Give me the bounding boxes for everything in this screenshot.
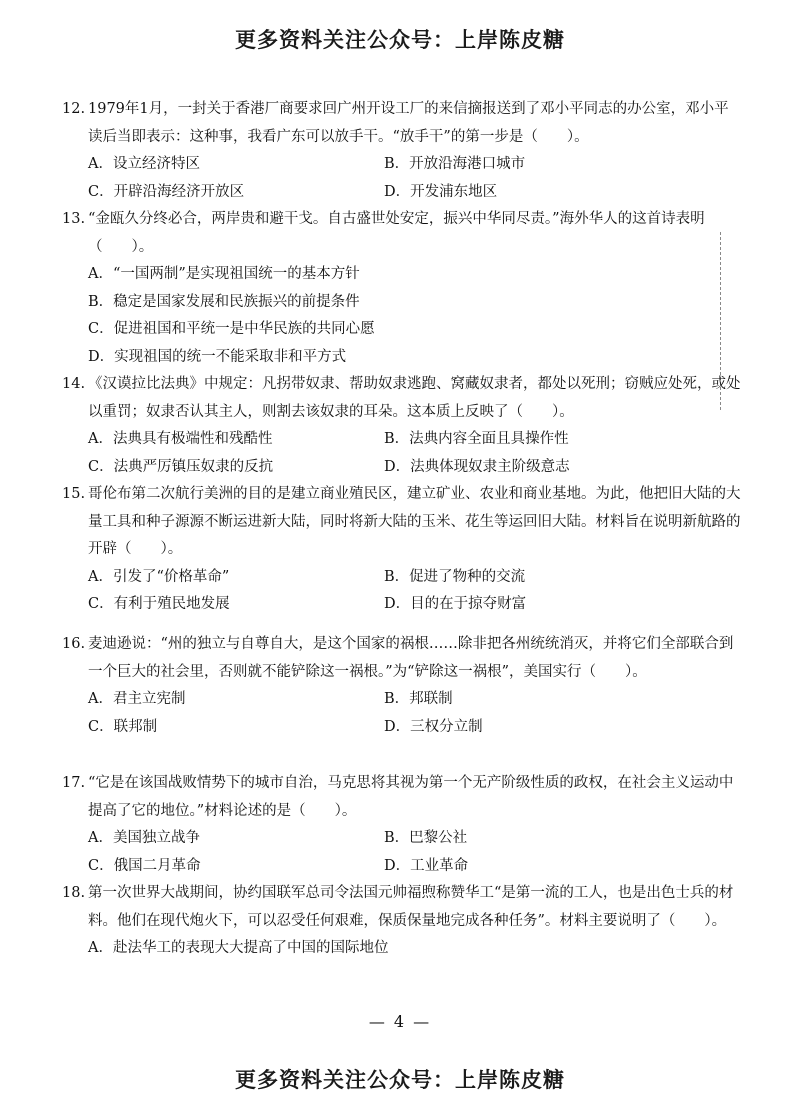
option-b[interactable]: B．法典内容全面且具操作性 <box>384 431 569 447</box>
question-number: 15. <box>62 486 86 502</box>
option-row <box>88 714 742 742</box>
option-a[interactable]: A．美国独立战争 <box>88 830 200 846</box>
option-row <box>88 853 742 881</box>
option-a[interactable]: A．法典具有极端性和残酷性 <box>88 431 273 447</box>
option-d[interactable]: D．开发浦东地区 <box>384 183 498 200</box>
option-row <box>88 426 742 454</box>
question-number: 14. <box>62 376 86 392</box>
option-a[interactable]: A．“一国两制”是实现祖国统一的基本方针 <box>88 266 360 282</box>
question-15 <box>62 481 742 619</box>
question-stem: 哥伦布第二次航行美洲的目的是建立商业殖民区，建立矿业、农业和商业基地。为此，他把旧大陆的大量工具和种子源源不断运进新大陆，同时将新大陆的玉米、花生等运回旧大陆。材料旨在说明新航路的开辟（ ）。 <box>88 486 741 557</box>
question-stem: “它是在该国战败情势下的城市自治，马克思将其视为第一个无产阶级性质的政权，在社会主义运动中提高了它的地位。”材料论述的是（ ）。 <box>88 775 734 819</box>
option-c[interactable]: C．联邦制 <box>88 718 158 735</box>
question-18 <box>62 880 742 963</box>
question-17 <box>62 770 742 880</box>
option-row <box>88 454 742 482</box>
option-row <box>88 686 742 714</box>
option-c[interactable]: C．有利于殖民地发展 <box>88 596 230 612</box>
question-stem: 《汉谟拉比法典》中规定：凡拐带奴隶、帮助奴隶逃跑、窝藏奴隶者，都处以死刑；窃贼应处死，或处以重罚；奴隶否认其主人，则割去该奴隶的耳朵。这本质上反映了（ ）。 <box>88 376 741 420</box>
option-a[interactable]: A．设立经济特区 <box>88 156 200 172</box>
option-row <box>88 825 742 853</box>
option-row <box>88 179 742 207</box>
option-d[interactable]: D．工业革命 <box>384 857 469 874</box>
question-stem: 麦迪逊说：“州的独立与自尊自大，是这个国家的祸根……除非把各州统统消灭，并将它们全部联合到一个巨大的社会里，否则就不能铲除这一祸根。”为“铲除这一祸根”，美国实行（ ）。 <box>88 636 734 680</box>
option-d[interactable]: D．三权分立制 <box>384 718 483 735</box>
question-13 <box>62 206 742 371</box>
header-banner: 更多资料关注公众号：上岸陈皮糖 <box>235 28 565 52</box>
option-d[interactable]: D．法典体现奴隶主阶级意志 <box>384 458 570 475</box>
question-stem: 第一次世界大战期间，协约国联军总司令法国元帅福煦称赞华工“是第一流的工人，也是出色士兵的材料。他们在现代炮火下，可以忍受任何艰难，保质保量地完成各种任务”。材料主要说明了（ ）。 <box>88 885 734 929</box>
option-c[interactable]: C．法典严厉镇压奴隶的反抗 <box>88 458 274 475</box>
page-number: — 4 — <box>368 1012 432 1031</box>
question-number: 12. <box>62 101 86 117</box>
option-b[interactable]: B．邦联制 <box>384 691 453 707</box>
footer-banner: 更多资料关注公众号：上岸陈皮糖 <box>235 1068 565 1092</box>
option-c[interactable]: C．开辟沿海经济开放区 <box>88 183 245 200</box>
option-b[interactable]: B．开放沿海港口城市 <box>384 156 526 172</box>
question-stem: “金瓯久分终必合，两岸贵和避干戈。自古盛世处安定，振兴中华同尽责。”海外华人的这首诗表明（ ）。 <box>88 211 705 255</box>
question-number: 13. <box>62 211 86 227</box>
option-d[interactable]: D．目的在于掠夺财富 <box>384 596 527 612</box>
option-a[interactable]: A．君主立宪制 <box>88 691 186 707</box>
option-b[interactable]: B．巴黎公社 <box>384 830 468 846</box>
question-16 <box>62 631 742 741</box>
question-number: 18. <box>62 885 86 901</box>
option-a[interactable]: A．引发了“价格革命” <box>88 568 230 585</box>
question-14 <box>62 371 742 481</box>
option-b[interactable]: B．稳定是国家发展和民族振兴的前提条件 <box>88 293 360 310</box>
question-number: 17. <box>62 775 86 791</box>
option-row <box>88 151 742 179</box>
option-d[interactable]: D．实现祖国的统一不能采取非和平方式 <box>88 348 347 365</box>
option-b[interactable]: B．促进了物种的交流 <box>384 568 526 585</box>
option-row <box>88 591 742 619</box>
option-row <box>88 564 742 592</box>
question-stem: 1979年1月，一封关于香港厂商要求回广州开设工厂的来信摘报送到了邓小平同志的办公室，邓小平读后当即表示：这种事，我看广东可以放手干。“放手干”的第一步是（ ）。 <box>88 101 729 145</box>
option-c[interactable]: C．俄国二月革命 <box>88 857 201 874</box>
question-12 <box>62 96 742 206</box>
question-number: 16. <box>62 636 86 652</box>
option-a[interactable]: A．赴法华工的表现大大提高了中国的国际地位 <box>88 940 389 956</box>
option-c[interactable]: C．促进祖国和平统一是中华民族的共同心愿 <box>88 321 375 337</box>
